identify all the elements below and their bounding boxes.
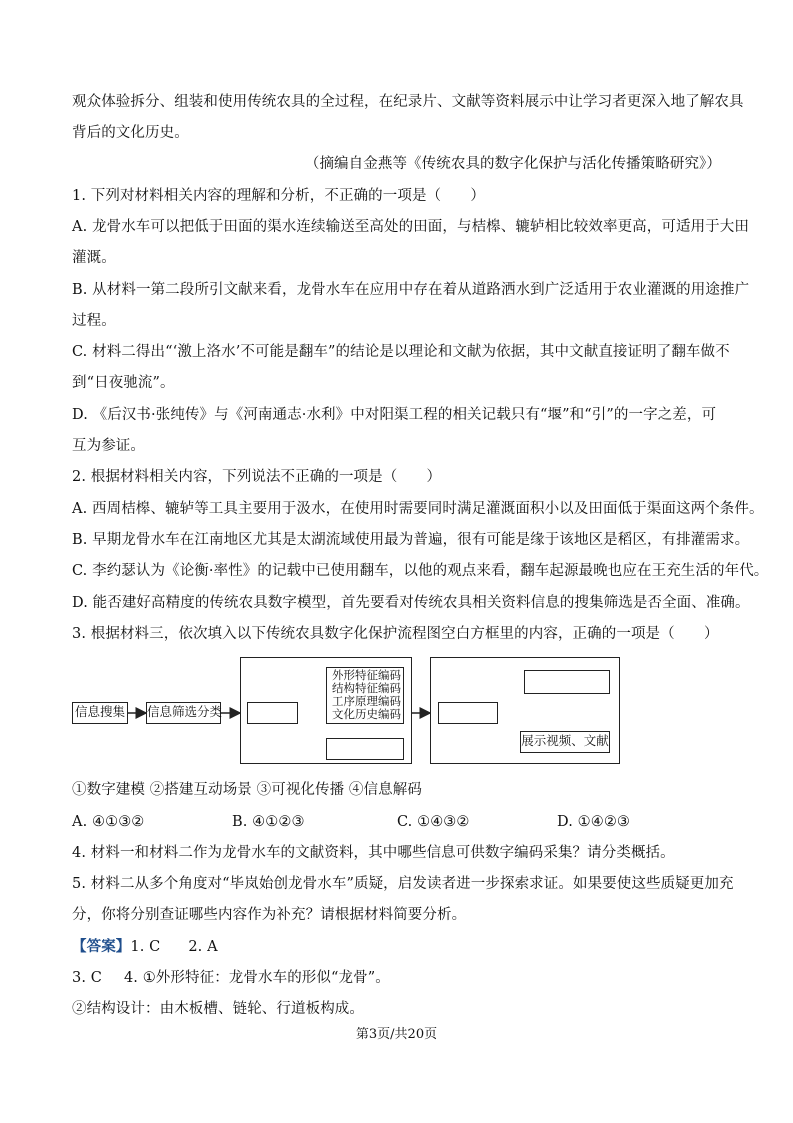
answer-1: 1. C: [130, 939, 161, 955]
q1-option-a: A. 龙骨水车可以把低于田面的渠水连续输送至高处的田面，与桔槔、辘轳相比较效率更高，可适用于大田: [72, 219, 749, 235]
answer-4-structure: ②结构设计：由木板槽、链轮、行道板构成。: [72, 1001, 364, 1017]
q3-option-b: B. ④①②③: [232, 814, 305, 830]
flow-box-sort: 信息筛选分类: [146, 702, 221, 724]
q2-option-b: B. 早期龙骨水车在江南地区尤其是太湖流域使用最为普遍，很有可能是缘于该地区是稻区，有排灌需求。: [72, 532, 750, 548]
q3-items: ①数字建模 ②搭建互动场景 ③可视化传播 ④信息解码: [72, 782, 422, 798]
q5-line-2: 分，你将分别查证哪些内容作为补充？请根据材料简要分析。: [72, 907, 467, 923]
q5-line-1: 5. 材料二从多个角度对“毕岚始创龙骨水车”质疑，启发读者进一步探索求证。如果要使这些质疑更加充: [72, 876, 734, 892]
q1-option-d-cont: 互为参证。: [72, 438, 145, 454]
q1-option-d: D. 《后汉书·张纯传》与《河南通志·水利》中对阳渠工程的相关记载只有“堰”和“引”的一字之差，可: [72, 407, 717, 423]
q1-stem: 1. 下列对材料相关内容的理解和分析，不正确的一项是（ ）: [72, 188, 485, 204]
q4-stem: 4. 材料一和材料二作为龙骨水车的文献资料，其中哪些信息可供数字编码采集？请分类概括。: [72, 845, 675, 861]
answer-line-1: [72, 937, 218, 957]
code-structure: 结构特征编码: [332, 681, 401, 695]
q1-option-b: B. 从材料一第二段所引文献来看，龙骨水车在应用中存在着从道路洒水到广泛适用于农业灌溉的用途推广: [72, 282, 750, 298]
code-culture: 文化历史编码: [332, 707, 401, 721]
flow-box-display: 展示视频、文献: [520, 731, 610, 753]
intro-line-1: 观众体验拆分、组装和使用传统农具的全过程，在纪录片、文献等资料展示中让学习者更深入地了解农具: [72, 94, 744, 110]
q3-option-d: D. ①④②③: [557, 814, 631, 830]
q2-option-c: C. 李约瑟认为《论衡·率性》的记载中已使用翻车，以他的观点来看，翻车起源最晚也应在王充生活的年代。: [72, 563, 769, 579]
flow-codes-box: [326, 667, 404, 724]
code-shape: 外形特征编码: [332, 668, 401, 682]
q1-option-b-cont: 过程。: [72, 313, 116, 329]
q3-stem: 3. 根据材料三，依次填入以下传统农具数字化保护流程图空白方框里的内容，正确的一项是（ ）: [72, 626, 719, 642]
q3-option-a: A. ④①③②: [72, 814, 145, 830]
q2-option-d: D. 能否建好高精度的传统农具数字模型，首先要看对传统农具相关资料信息的搜集筛选是否全面、准确。: [72, 595, 750, 611]
intro-line-2: 背后的文化历史。: [72, 125, 189, 141]
code-process: 工序原理编码: [332, 694, 401, 708]
flow-blank-2: [326, 738, 404, 760]
answer-line-2: [72, 968, 390, 988]
q1-option-a-cont: 灌溉。: [72, 250, 116, 266]
q2-stem: 2. 根据材料相关内容，下列说法不正确的一项是（ ）: [72, 469, 442, 485]
flow-blank-3: [438, 702, 498, 724]
answer-4: 4. ①外形特征：龙骨水车的形似“龙骨”。: [123, 970, 390, 986]
q1-option-c: C. 材料二得出“‘激上洛水’不可能是翻车”的结论是以理论和文献为依据，其中文献直接证明了翻车做不: [72, 344, 730, 360]
q2-option-a: A. 西周桔槔、辘轳等工具主要用于汲水，在使用时需要同时满足灌溉面积小以及田面低于渠面这两个条件。: [72, 501, 764, 517]
flow-blank-4: [524, 670, 610, 694]
answer-2: 2. A: [188, 939, 218, 955]
answer-3: 3. C: [72, 970, 102, 986]
flow-box-collect: 信息搜集: [72, 702, 128, 724]
source-citation: （摘编自金燕等《传统农具的数字化保护与活化传播策略研究》）: [304, 156, 721, 172]
flow-blank-1: [247, 702, 298, 724]
q3-option-c: C. ①④③②: [397, 814, 470, 830]
page-footer: 第3页/共20页: [355, 1027, 438, 1042]
answer-tag: 【答案】: [72, 938, 131, 955]
q1-option-c-cont: 到“日夜驰流”。: [72, 375, 175, 391]
